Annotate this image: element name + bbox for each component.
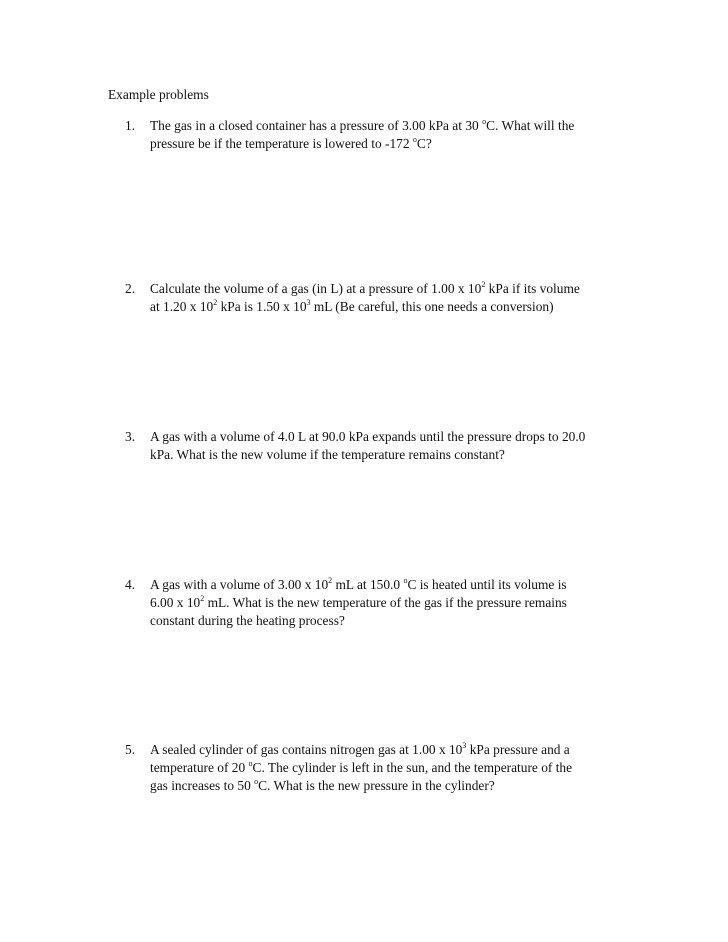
- problem-number: 2.: [125, 281, 136, 296]
- problem-line: Calculate the volume of a gas (in L) at a pressure of 1.00 x $10^2$ kPa if its volume: [150, 279, 580, 296]
- problem-text: [150, 741, 625, 795]
- problem-number: 1.: [125, 118, 136, 133]
- problem-line: A sealed cylinder of gas contains nitrogen gas at 1.00 x $10^3$ kPa pressure and a: [150, 740, 570, 757]
- problem-line: The gas in a closed container has a pressure of 3.00 kPa at 30 $^o$C. What will the: [150, 116, 575, 133]
- problem-text: [150, 428, 625, 464]
- problem-line: pressure be if the temperature is lowered to -172 $^o$C?: [150, 134, 432, 151]
- problem-line: at 1.20 x $10^2$ kPa is 1.50 x $10^3$ mL (Be careful, this one needs a conversion): [150, 297, 554, 314]
- problem-text: [150, 117, 625, 153]
- problem-text: [150, 280, 625, 316]
- problem-line: constant during the heating process?: [150, 613, 345, 628]
- problem-number: 5.: [125, 742, 136, 757]
- problem-line: 6.00 x $10^2$ mL. What is the new temperature of the gas if the pressure remains: [150, 593, 567, 610]
- page-heading: Example problems: [108, 87, 209, 102]
- problem-text: [150, 576, 625, 630]
- problem-line: gas increases to 50 $^o$C. What is the new pressure in the cylinder?: [150, 776, 495, 793]
- problem-number: 3.: [125, 429, 136, 444]
- problem-number: 4.: [125, 577, 136, 592]
- problem-line: A gas with a volume of 3.00 x $10^2$ mL at 150.0 $^o$C is heated until its volume is: [150, 575, 567, 592]
- problem-line: A gas with a volume of 4.0 L at 90.0 kPa expands until the pressure drops to 20.0: [150, 429, 586, 444]
- problem-line: temperature of 20 $^o$C. The cylinder is left in the sun, and the temperature of the: [150, 758, 573, 775]
- problem-line: kPa. What is the new volume if the temperature remains constant?: [150, 447, 505, 462]
